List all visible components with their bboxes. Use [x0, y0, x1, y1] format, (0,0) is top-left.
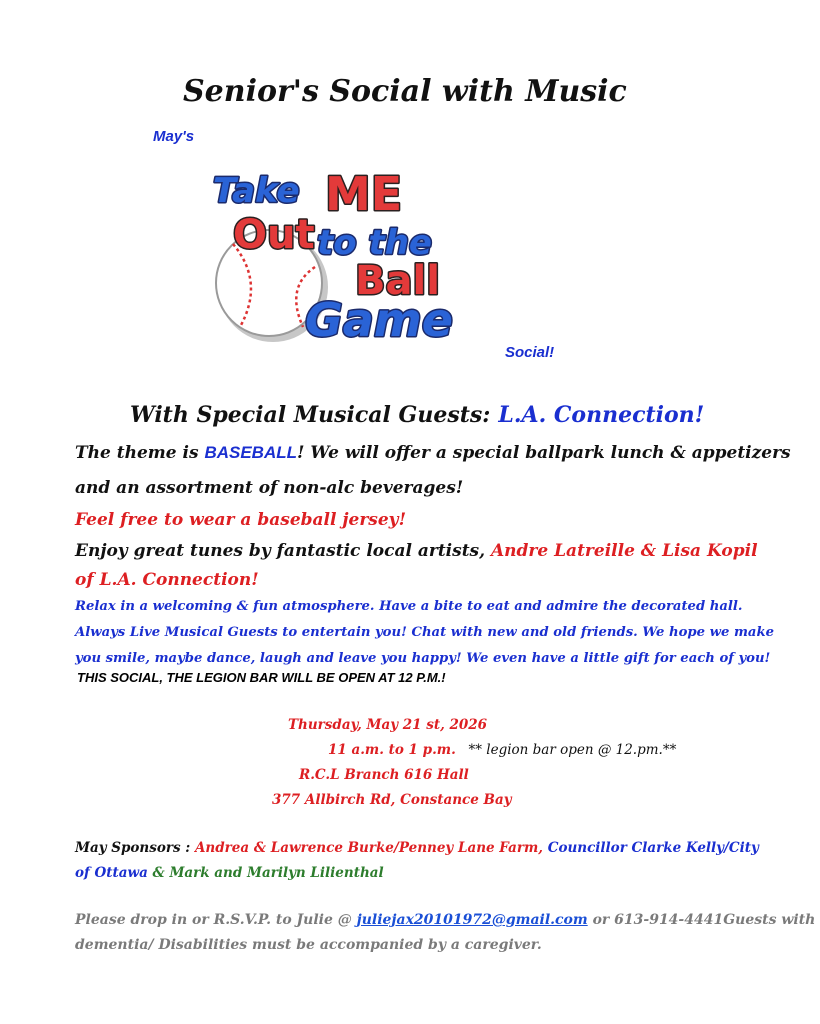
- tunes-line-2: of L.A. Connection!: [75, 570, 259, 590]
- theme-word: BASEBALL: [204, 443, 298, 462]
- logo-take: Take: [213, 171, 300, 211]
- relax-line-2: Always Live Musical Guests to entertain you! Chat with new and old friends. We hope we make: [75, 625, 774, 640]
- rsvp-email-link[interactable]: juliejax20101972@gmail.com: [356, 912, 588, 928]
- flyer-title: Senior's Social with Music: [183, 74, 627, 109]
- sponsor-kelly-cont: of Ottawa: [75, 865, 148, 881]
- event-time-note: ** legion bar open @ 12.pm.**: [468, 742, 677, 758]
- sponsor-burke: Andrea & Lawrence Burke/Penney Lane Farm,: [194, 840, 543, 856]
- logo-me: ME: [325, 167, 403, 221]
- tunes-line: [75, 541, 758, 561]
- rsvp-post: or 613-914-4441Guests with: [587, 912, 816, 928]
- relax-line-3: you smile, maybe dance, laugh and leave you happy! We even have a little gift for each of you!: [75, 651, 771, 666]
- logo-out: Out: [233, 212, 315, 258]
- rsvp-line-2: dementia/ Disabilities must be accompanied by a caregiver.: [75, 937, 542, 953]
- sponsors-label: May Sponsors :: [75, 840, 195, 856]
- artists-name: Andre Latreille & Lisa Kopil: [490, 541, 758, 561]
- sponsor-amp: &: [147, 865, 170, 881]
- jersey-line: Feel free to wear a baseball jersey!: [75, 510, 407, 530]
- event-time-line: [328, 742, 676, 758]
- rsvp-pre: Please drop in or R.S.V.P. to Julie @: [75, 912, 357, 928]
- event-venue: R.C.L Branch 616 Hall: [299, 767, 469, 783]
- logo-ball: Ball: [355, 258, 440, 304]
- event-date: Thursday, May 21 st, 2026: [288, 717, 488, 733]
- bar-open-notice: THIS SOCIAL, THE LEGION BAR WILL BE OPEN AT 12 P.M.!: [77, 670, 446, 685]
- sponsors-line-2: [75, 865, 384, 881]
- sponsor-lilienthal: Mark and Marilyn Lilienthal: [169, 865, 384, 881]
- theme-line-2: and an assortment of non-alc beverages!: [75, 478, 464, 498]
- relax-line-1: Relax in a welcoming & fun atmosphere. Have a bite to eat and admire the decorated hall.: [75, 599, 743, 614]
- sponsors-line: [75, 840, 759, 856]
- special-guests-heading: [130, 402, 704, 428]
- sponsor-kelly: Councillor Clarke Kelly/City: [543, 840, 759, 856]
- logo-to-the: to the: [317, 223, 432, 263]
- rsvp-line: [75, 912, 815, 928]
- guests-label: With Special Musical Guests:: [130, 402, 491, 428]
- band-name: L.A. Connection!: [498, 402, 705, 428]
- baseball-logo: [205, 162, 495, 362]
- social-label: Social!: [505, 344, 555, 361]
- theme-post: ! We will offer a special ballpark lunch & appetizers: [297, 443, 791, 463]
- logo-game: Game: [305, 293, 453, 347]
- event-time: 11 a.m. to 1 p.m.: [328, 742, 456, 758]
- mays-label: May's: [153, 128, 195, 145]
- theme-line: [75, 443, 791, 463]
- theme-pre: The theme is: [75, 443, 205, 463]
- event-address: 377 Allbirch Rd, Constance Bay: [272, 792, 512, 808]
- tunes-pre: Enjoy great tunes by fantastic local artists,: [75, 541, 491, 561]
